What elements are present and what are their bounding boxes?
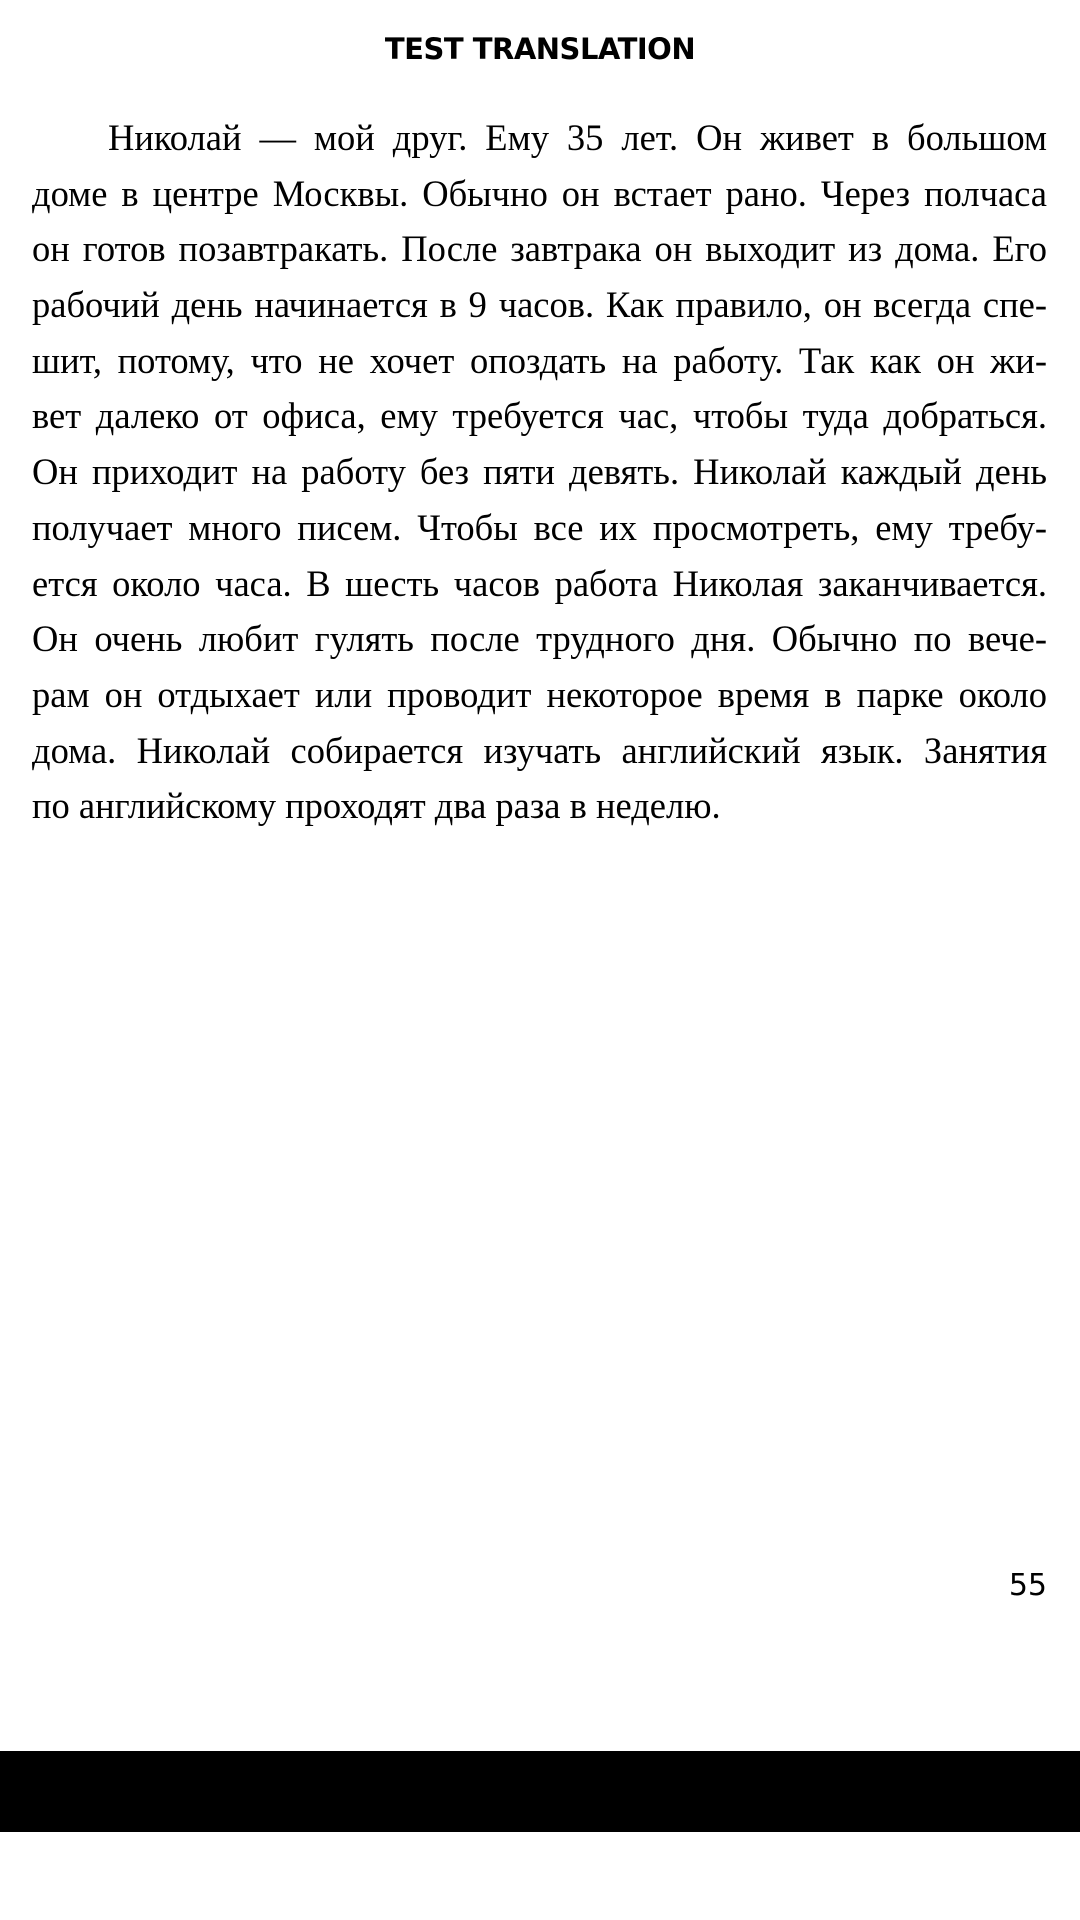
bottom-black-bar: [0, 1751, 1080, 1832]
text-line: ется около часа. В шесть часов работа Николая заканчивается.: [32, 562, 1047, 604]
text-line: получает много писем. Чтобы все их просмотреть, ему требу-: [32, 506, 1047, 548]
text-line: рам он отдыхает или проводит некоторое время в парке около: [32, 673, 1047, 715]
text-line: шит, потому, что не хочет опоздать на работу. Так как он жи-: [32, 339, 1047, 381]
text-line: вет далеко от офиса, ему требуется час, чтобы туда добраться.: [32, 395, 1047, 437]
page-number: 55: [1008, 1568, 1047, 1603]
text-line: доме в центре Москвы. Обычно он встает рано. Через полчаса: [32, 172, 1047, 214]
text-line: по английскому проходят два раза в неделю.: [32, 785, 721, 827]
text-line: Он очень любит гулять после трудного дня. Обычно по вече-: [32, 618, 1047, 660]
page-title: TEST TRANSLATION: [384, 32, 696, 66]
text-line: Он приходит на работу без пяти девять. Николай каждый день: [32, 451, 1047, 493]
body-paragraph: [32, 110, 1047, 834]
text-line: Николай — мой друг. Ему 35 лет. Он живет в большом: [108, 117, 1047, 158]
text-line: дома. Николай собирается изучать английский язык. Занятия: [32, 729, 1047, 771]
text-line: рабочий день начинается в 9 часов. Как правило, он всегда спе-: [32, 284, 1047, 326]
text-line: он готов позавтракать. После завтрака он выходит из дома. Его: [32, 228, 1047, 270]
